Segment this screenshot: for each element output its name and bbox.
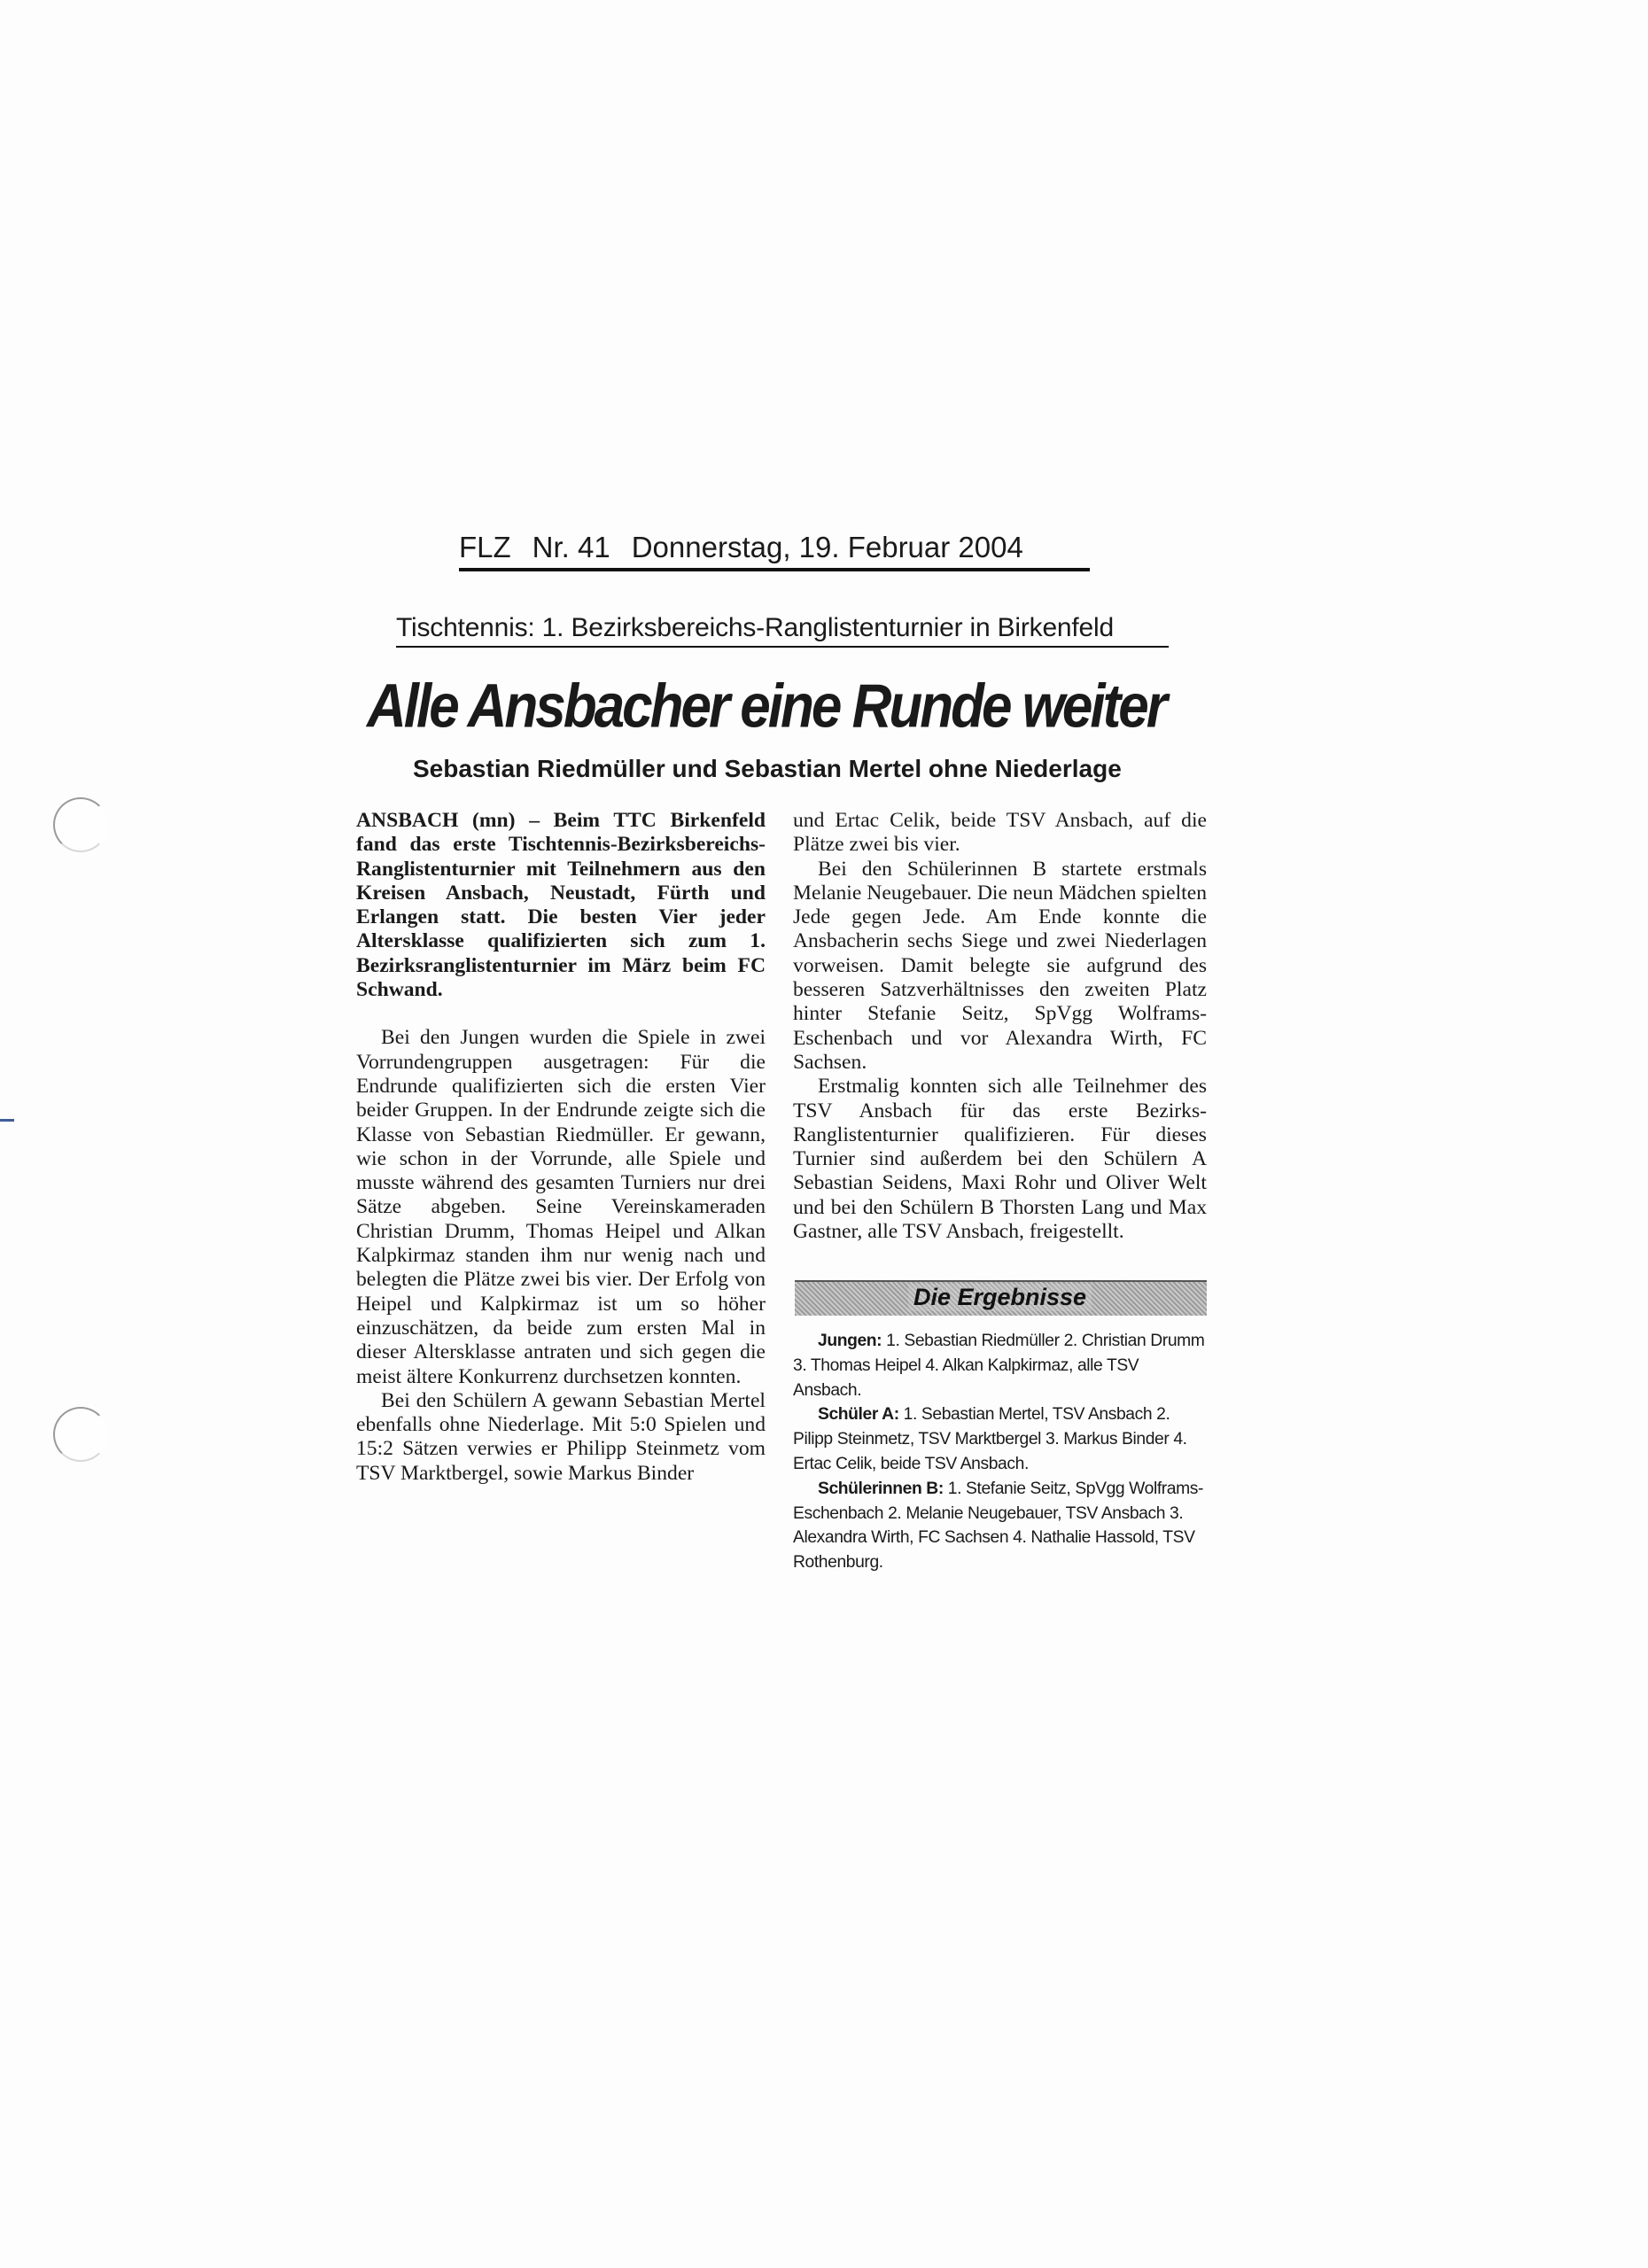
article-subheadline: Sebastian Riedmüller und Sebastian Mertel ohne Niederlage [413, 755, 1122, 782]
results-entry [793, 1402, 1207, 1476]
punch-hole-bottom [53, 1407, 108, 1462]
article-column-left [356, 809, 766, 1486]
article-paragraph: und Ertac Celik, beide TSV Ansbach, auf die Plätze zwei bis vier. [793, 809, 1207, 857]
results-text: 1. Sebastian Mertel, TSV Ansbach 2. Pilipp Steinmetz, TSV Marktbergel 3. Markus Binder 4. Ertac Celik, beide TSV Ansbach. [793, 1405, 1187, 1473]
masthead-issue: Nr. 41 [532, 531, 610, 563]
article-paragraph: Bei den Jungen wurden die Spiele in zwei Vorrundengruppen ausgetragen: Für die Endrunde qualifizierten sich die ersten Vier beider Gruppen. In der Endrunde zeigte sich die Klasse von Sebastian Riedmüller. Er gewann, wie schon in der Vorrunde, alle Spiele und musste während des gesamten Turniers nur drei Sätze abgeben. Seine Vereinskameraden Christian Drumm, Thomas Heipel und Alkan Kalpkirmaz standen ihm nur wenig nach und belegten die Plätze zwei bis vier. Der Erfolg von Heipel und Kalpkirmaz ist um so höher einzuschätzen, da beide zum ersten Mal in dieser Altersklasse antraten und sich gegen die meist ältere Konkurrenz durchsetzen konnten. [356, 1026, 766, 1388]
results-text: 1. Stefanie Seitz, SpVgg Wolframs-Eschenbach 2. Melanie Neugebauer, TSV Ansbach 3. Alexandra Wirth, FC Sachsen 4. Nathalie Hassold, TSV Rothenburg. [793, 1479, 1204, 1573]
punch-hole-top [53, 797, 108, 852]
results-list [793, 1329, 1207, 1575]
edge-mark [0, 1119, 14, 1122]
masthead-date: Donnerstag, 19. Februar 2004 [631, 531, 1023, 563]
article-paragraph: Erstmalig konnten sich alle Teilnehmer des TSV Ansbach für das erste Bezirks-Ranglistenturnier qualifizieren. Für dieses Turnier sind außerdem bei den Schülern A Sebastian Seidens, Maxi Rohr und Oliver Welt und bei den Schülern B Thorsten Lang und Max Gastner, alle TSV Ansbach, freigestellt. [793, 1075, 1207, 1244]
results-entry [793, 1329, 1207, 1402]
article-kicker: Tischtennis: 1. Bezirksbereichs-Ranglistenturnier in Birkenfeld [396, 613, 1169, 648]
masthead [459, 527, 1090, 571]
results-entry [793, 1477, 1207, 1575]
results-label: Jungen: [818, 1332, 882, 1350]
article-column-right [793, 809, 1207, 1244]
masthead-paper: FLZ [459, 531, 511, 563]
article-paragraph: Bei den Schülern A gewann Sebastian Mertel ebenfalls ohne Niederlage. Mit 5:0 Spielen und 15:2 Sätzen verwies er Philipp Steinmetz vom TSV Marktbergel, sowie Markus Binder [356, 1388, 766, 1485]
results-text: 1. Sebastian Riedmüller 2. Christian Drumm 3. Thomas Heipel 4. Alkan Kalpkirmaz, alle TSV Ansbach. [793, 1332, 1205, 1400]
article-paragraph: Bei den Schülerinnen B startete erstmals Melanie Neugebauer. Die neun Mädchen spielten Jede gegen Jede. Am Ende konnte die Ansbacherin sechs Siege und zwei Niederlagen vorweisen. Damit belegte sie aufgrund des besseren Satzverhältnisses den zweiten Platz hinter Stefanie Seitz, SpVgg Wolframs-Eschenbach und vor Alexandra Wirth, FC Sachsen. [793, 857, 1207, 1074]
results-heading-bar [795, 1280, 1207, 1316]
article-lead: ANSBACH (mn) – Beim TTC Birkenfeld fand das erste Tischtennis-Bezirksbereichs-Ranglistenturnier mit Teilnehmern aus den Kreisen Ansbach, Neustadt, Fürth und Erlangen statt. Die besten Vier jeder Altersklasse qualifizierten sich zum 1. Bezirksranglistenturnier im März beim FC Schwand. [356, 809, 766, 1002]
results-heading: Die Ergebnisse [908, 1284, 1092, 1311]
article-headline: Alle Ansbacher eine Runde weiter [367, 672, 1165, 742]
results-label: Schüler A: [818, 1405, 899, 1425]
results-label: Schülerinnen B: [818, 1479, 944, 1498]
